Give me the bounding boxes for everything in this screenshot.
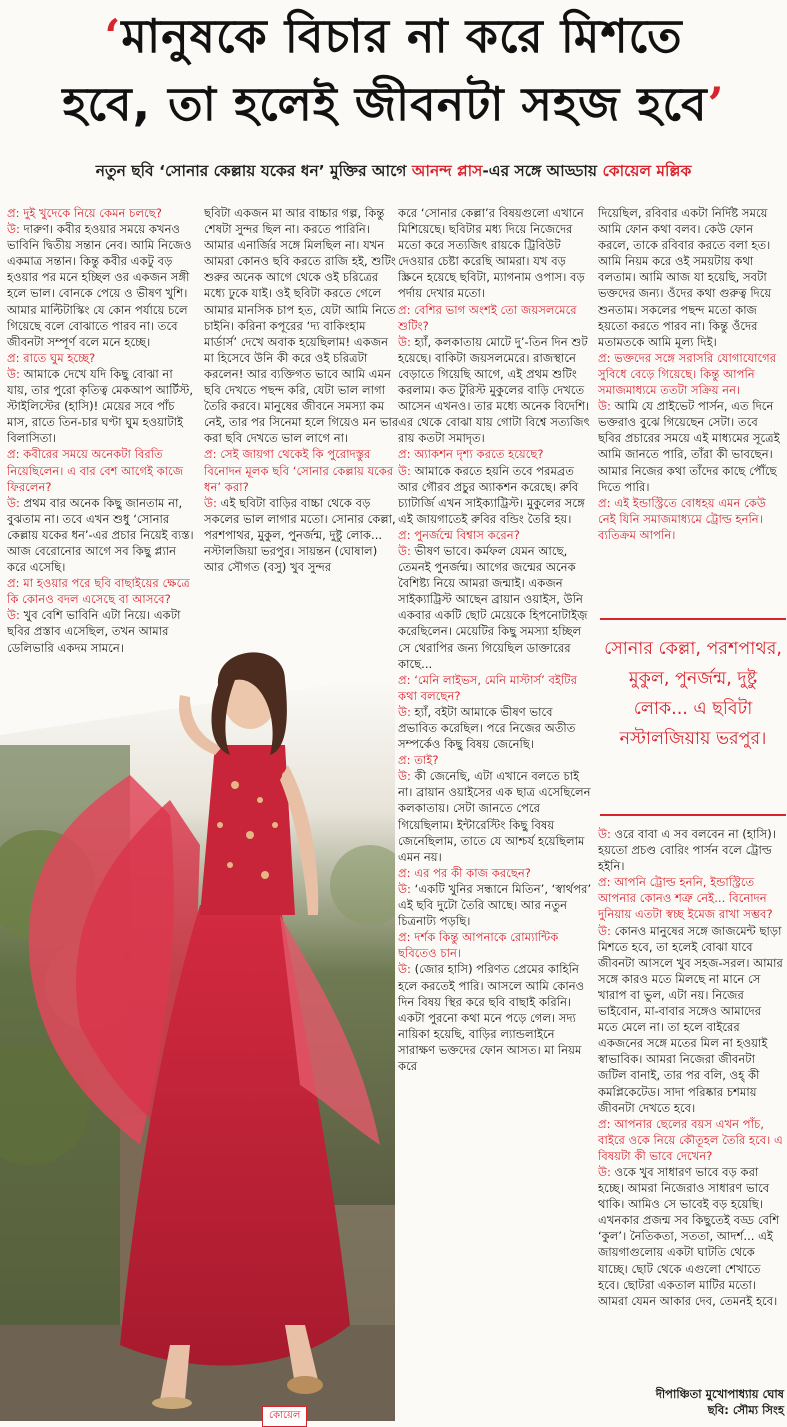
pull-quote: সোনার কেল্লা, পরশপাথর, মুকুল, পুনর্জন্ম, দুষ্টু লোক... এ ছবিটা নস্টালজিয়ায় ভরপুর। [600, 618, 786, 816]
interview-answer [7, 495, 195, 575]
qa-label: প্র: [7, 350, 24, 365]
open-quote: ‘ [104, 9, 122, 63]
qa-label: প্র: [398, 930, 415, 945]
interview-question [398, 302, 592, 334]
qa-label: প্র: [7, 576, 24, 591]
subhead: নতুন ছবি ‘সোনার কেল্লায় যকের ধন’ মুক্তির আগে আনন্দ প্লাস-এর সঙ্গে আড্ডায় কোয়েল মল্লিক [95, 162, 692, 180]
interview-answer [7, 366, 195, 446]
interview-answer [204, 495, 400, 575]
interview-answer [398, 881, 592, 929]
interview-question [598, 1116, 784, 1164]
interview-question [398, 929, 592, 961]
paragraph-text: ওকে খুব সাধারণ ভাবে বড় করা হচ্ছে। আমরা নিজেরাও সাধারণ ভাবে থাকি। আমিও সে ভাবেই বড় হয়েছি। এখনকার প্রজন্ম সব কিছুতেই বড্ড বেশি ‘কুল’। নৈতিকতা, সততা, আদর্শ... এই জায়গাগুলোয় একটা ঘাটতি থেকে যাচ্ছে। ছোট থেকে এগুলো শেখাতে হবে। ছোটরা একতাল মাটির মতো। আমরা যেমন আকার দেব, তেমনই হবে। [598, 1164, 780, 1308]
paragraph-text: ‘একটি খুনির সন্ধানে মিতিন’, ‘স্বার্থপর’ এই ছবি দুটো তৈরি আছে। আর নতুন চিত্রনাট্য পড়ছি। [398, 881, 592, 929]
paragraph-text: ভক্তদের সঙ্গে সরাসরি যোগাযোগের সুবিধে বেড়ে গিয়েছে। কিন্তু আপনি সমাজমাধ্যমে ততটা সক্রিয় নন। [598, 350, 777, 398]
qa-label: উ: [204, 495, 221, 510]
paragraph-text: ভীষণ ভাবে। কর্মফল যেমন আছে, তেমনই পুনর্জন্ম। আগের জন্মের অনেক বৈশিষ্ট্য নিয়ে আমরা জন্মাই। একজন সাইক্যাট্রিস্ট আছেন ব্রায়ান ওয়াইস, উনি একবার একটি ছোট মেয়েকে হিপনোটাইজ় করেছিলেন। মেয়েটির কিছু সমস্যা হচ্ছিল সে থেরাপির জন্য গিয়েছিল ডাক্তারের কাছে... [398, 543, 588, 671]
byline [598, 1386, 784, 1418]
paragraph-text: আমাকে করতে হয়নি তবে পরমব্রত আর গৌরব প্রচুর অ্যাকশন করেছে। রুবি চ্যাটার্জি এখন সাইক্যাট্রিস্ট। মুকুলের সঙ্গে এই জায়গাতেই রুবির বন্ডিং তৈরি হয়। [398, 463, 585, 526]
qa-label: উ: [7, 608, 24, 623]
interview-question [398, 446, 592, 462]
interview-question [7, 446, 195, 494]
qa-label: উ: [398, 962, 415, 977]
interview-question [598, 495, 784, 543]
paragraph-text: আমি যে প্রাইভেট পার্সন, এত দিনে ভক্তরাও বুঝে গিয়েছেন সেটা। তবে ছবির প্রচারের সময়ে এই মাধ্যমের সূত্রেই আমি জানতে পারি, তাঁরা কী ভাবছেন। আমার নিজের কথা তাঁদের কাছে পৌঁছে দিতে পারি। [598, 399, 780, 494]
qa-label: উ: [398, 769, 415, 784]
qa-label: প্র: [398, 527, 415, 542]
paragraph-text: ‘মেনি লাইভস, মেনি মাস্টার্স’ বইটির কথা বলছেন? [398, 672, 577, 703]
paragraph-text: তাই? [414, 753, 439, 768]
featured-photo [0, 585, 395, 1421]
interview-question [7, 205, 195, 221]
headline-line-1: ‘মানুষকে বিচার না করে মিশতে [104, 9, 683, 63]
qa-label: প্র: [598, 495, 615, 510]
interview-question [398, 672, 592, 704]
qa-label: উ: [598, 399, 615, 414]
paragraph-text: এই ছবিটা বাড়ির বাচ্চা থেকে বড় সকলের ভাল লাগার মতো। সোনার কেল্লা, পরশপাথর, মুকুল, পুনর্জন্ম, দুষ্টু লোক... নস্টালজিয়া ভরপুর। সায়ন্তন (ঘোষাল) আর সৌগত (বসু) খুব সুন্দর [204, 495, 396, 575]
paragraph-text: কোনও মানুষের সঙ্গে জাজমেন্ট ছাড়া মিশতে হবে, তা হলেই বোঝা যাবে জীবনটা আসলে খুব সহজ-সরল। আমার সঙ্গে কারও মতে মিলছে না মানে সে খারাপ বা ভুল, এটা নয়। নিজের ভাইবোন, মা-বাবার সঙ্গেও আমাদের মতে মেলে না। তা হলে বাইরের একজনের সঙ্গে মতের মিল না হওয়াই স্বাভাবিক। আমরা নিজেরা জীবনটা জটিল বানাই, তার পর বলি, ওহ্‌ কী কমপ্লিকেটেড। সাদা পরিষ্কার চশমায় জীবনটা দেখতে হবে। [598, 923, 783, 1115]
article-paragraph [598, 205, 784, 350]
paragraph-text: (জোর হাসি) পরিণত প্রেমের কাহিনি হলে করতেই পারি। আসলে আমি কোনও দিন বিষয় স্থির করে ছবি বাছাই করিনি। একটা পুরনো কথা মনে পড়ে গেল। সদ্য নায়িকা হয়েছি, বাড়ির ল্যান্ডলাইনে সারাক্ষণ ভক্তদের ফোন আসত। মা নিয়ম করে [398, 962, 585, 1073]
qa-label: উ: [398, 543, 415, 558]
interview-question [398, 752, 592, 768]
interview-answer [598, 923, 784, 1116]
interview-question [204, 446, 400, 494]
paragraph-text: কী জেনেছি, এটা এখানে বলতে চাই না। ব্রায়ান ওয়াইসের এক ছাত্র এসেছিলেন কলকাতায়। সেটা জানতে পেরে গিয়েছিলাম। ইন্টারেস্টিং কিছু বিষয় জেনেছিলাম, তাতে যে আশ্চর্য হয়েছিলাম এমন নয়। [398, 769, 591, 864]
qa-label: উ: [398, 881, 415, 896]
qa-label: উ: [7, 495, 24, 510]
paragraph-text: কবীরের সময়ে অনেকটা বিরতি নিয়েছিলেন। এ বার বেশ আগেই কাজে ফিরলেন? [7, 447, 184, 494]
headline [0, 2, 787, 138]
qa-label: প্র: [398, 302, 415, 317]
qa-label: উ: [398, 463, 415, 478]
article-column-4-lower [598, 826, 784, 1416]
interview-question [7, 350, 195, 366]
photo-credit: ছবি: সৌম্য সিংহ [707, 1403, 784, 1417]
article-column-3 [398, 205, 592, 1421]
qa-label: উ: [7, 366, 24, 381]
qa-label: প্র: [598, 875, 615, 890]
paragraph-text: পুনর্জন্মে বিশ্বাস করেন? [414, 527, 520, 542]
article-paragraph [204, 205, 400, 446]
interview-answer [398, 961, 592, 1074]
paragraph-text: বেশির ভাগ অংশই তো জয়সলমেরে শুটিং? [398, 302, 577, 333]
headline-line-2: হবে, তা হলেই জীবনটা সহজ হবে’ [62, 77, 725, 131]
qa-label: প্র: [398, 447, 415, 462]
interview-question [398, 527, 592, 543]
qa-label: উ: [7, 222, 24, 237]
interview-answer [398, 543, 592, 672]
interview-question [598, 350, 784, 398]
qa-label: উ: [398, 334, 415, 349]
writer-credit: দীপাঞ্চিতা মুখোপাধ্যায় ঘোষ [655, 1387, 784, 1401]
paragraph-text: হ্যাঁ, বইটা আমাকে ভীষণ ভাবে প্রভাবিত করেছিল। পরে নিজের অতীত সম্পর্কেও কিছু বিষয় জেনেছি। [398, 704, 576, 752]
interview-question [398, 865, 592, 881]
qa-label: উ: [398, 704, 415, 719]
qa-label: উ: [598, 923, 615, 938]
interview-answer [598, 398, 784, 495]
paragraph-text: আমাকে দেখে যদি কিছু বোঝা না যায়, তার পুরো কৃতিত্ব মেকআপ আর্টিস্ট, স্টাইলিস্টের (হাসি)! মেয়ের সবে পাঁচ মাস, রাতে তিন-চার ঘণ্টা ঘুম হওয়াটাই বিলাসিতা। [7, 366, 194, 446]
photo-name-tag: কোয়েল [262, 1406, 307, 1427]
qa-label: প্র: [598, 1116, 615, 1131]
paragraph-text: সেই জায়গা থেকেই কি পুরোদস্তুর বিনোদন মূলক ছবি ‘সোনার কেল্লায় যকের ধন’ করা? [204, 447, 394, 494]
qa-label: প্র: [398, 865, 415, 880]
interview-answer [598, 826, 784, 874]
paragraph-text: রাতে ঘুম হচ্ছে? [23, 350, 96, 365]
interview-answer [398, 463, 592, 527]
interview-question [598, 874, 784, 922]
close-quote: ’ [707, 77, 725, 131]
interview-answer [398, 768, 592, 865]
qa-label: প্র: [204, 447, 221, 462]
paragraph-text: মা হওয়ার পরে ছবি বাছাইয়ের ক্ষেত্রে কি কোনও বদল এসেছে বা আসবে? [7, 576, 190, 607]
paragraph-text: অ্যাকশন দৃশ্য করতে হয়েছে? [414, 447, 544, 462]
interview-answer [598, 1164, 784, 1309]
interview-answer [398, 334, 592, 447]
paragraph-text: প্রথম বার অনেক কিছু জানতাম না, বুঝতাম না। তবে এখন শুধু ‘সোনার কেল্লায় যকের ধন’-এর প্রচার নিয়েই ব্যস্ত। আজ বেরোনোর আগে সব কিছু প্ল্যান করে এসেছি। [7, 495, 194, 575]
paragraph-text: ছবিটা একজন মা আর বাচ্চার গল্প, কিন্তু শেষটা সুন্দর ছিল না। করতে পারিনি। আমার এনার্জির সঙ্গে মিলছিল না। যখন আমরা কোনও ছবি করতে রাজি হই, শুটিং শুরুর অনেক আগে থেকে ওই চরিত্রের মধ্যে ঢুকে যাই। ওই ছবিটা করতে গেলে আমার মানসিক চাপ হত, যেটা আমি নিতে চাইনি। করিনা কপূরের ‘দ্য বাকিংহাম মার্ডার্স’ দেখে অবাক হয়েছিলাম! একজন মা হিসেবে উনি কী করে ওই চরিত্রটা করলেন! আর ব্যক্তিগত ভাবে আমি এমন ছবি দেখতে পছন্দ করি, যেটা ভাল লাগা তৈরি করবে। মানুষের জীবনে সমস্যা কম নেই, তার পর সিনেমা হলে গিয়েও মন ভার করা ছবি দেখতে ভাল লাগে না। [204, 206, 399, 446]
interview-answer [398, 704, 592, 752]
paragraph-text: দুই খুদেকে নিয়ে কেমন চলছে? [23, 206, 162, 220]
paragraph-text: দর্শক কিন্তু আপনাকে রোম্যান্টিক ছবিতেও চান। [398, 930, 559, 961]
woman-in-red-dress-photo [0, 585, 395, 1421]
paragraph-text: আপনার ছেলের বয়স এখন পাঁচ, বাইরে ওকে নিয়ে কৌতূহল তৈরি হবে। এ বিষয়টা কী ভাবে দেখেন? [598, 1116, 783, 1163]
qa-label: উ: [598, 827, 615, 841]
interview-answer [7, 221, 195, 350]
qa-label: প্র: [7, 206, 24, 220]
paragraph-text: এই ইন্ডাস্ট্রিতে বোধহয় এমন কেউ নেই যিনি সমাজমাধ্যমে ট্রোল্ড হননি। ব্যতিক্রম আপনি। [598, 495, 766, 542]
qa-label: প্র: [398, 753, 415, 768]
paragraph-text: ওরে বাবা এ সব বলবেন না (হাসি)। হয়তো প্রচণ্ড বোরিং পার্সন বলে ট্রোল্ড হইনি। [598, 827, 776, 874]
paragraph-text: খুব বেশি ভাবিনি এটা নিয়ে। একটা ছবির প্রস্তাব এসেছিল, তখন আমার ডেলিভারি একদম সামনে। [7, 608, 181, 655]
qa-label: প্র: [398, 672, 415, 687]
paragraph-text: এর পর কী কাজ করছেন? [414, 865, 531, 880]
qa-label: প্র: [598, 350, 615, 365]
paragraph-text: আপনি ট্রোল্ড হননি, ইন্ডাস্ট্রিতে আপনার কোনও শত্রু নেই... বিনোদন দুনিয়ায় এতটা স্বচ্ছ ইমেজ রাখা সম্ভব? [598, 875, 773, 922]
paragraph-text: হ্যাঁ, কলকাতায় মোটে দু’-তিন দিন শুট হয়েছে। বাকিটা জয়সলমেরে। রাজস্থানে বেড়াতে গিয়েছি আগে, এই প্রথম শুটিং করলাম। কত টুরিস্ট মুকুলের বাড়ি দেখতে আসেন এখনও। তার মধ্যে অনেক বিদেশি। এর থেকে বোঝা যায় গোটা বিশ্বে সত্যজিৎ রায় কতটা সমাদৃত। [398, 334, 590, 446]
paragraph-text: দারুণ। কবীর হওয়ার সময়ে কখনও ভাবিনি দ্বিতীয় সন্তান নেব। আমি নিজেও একমাত্র সন্তান। কিন্তু কবীর একটু বড় হওয়ার পর মনে হচ্ছিল ওর একজন সঙ্গী হলে ভাল। বোনকে পেয়ে ও ভীষণ খুশি। আমার মাল্টিটাস্কিং যে কোন পর্যায়ে চলে গিয়েছে বলে বোঝাতে পারব না। তবে জীবনটা সম্পূর্ণ বলে মনে হচ্ছে। [7, 222, 192, 349]
paragraph-text: করে ‘সোনার কেল্লা’র বিষয়গুলো এখানে মিশিয়েছে। ছবিটার মধ্য দিয়ে নিজেদের মতো করে সত্যজিৎ রায়কে ট্রিবিউট দেওয়ার চেষ্টা করেছি আমরা। যখ বড় স্ক্রিনে হয়েছে ছবিটা, ম্যাগনাম ওপাস। বড় পর্দায় দেখার মতো। [398, 206, 585, 301]
qa-label: উ: [598, 1164, 615, 1179]
paragraph-text: দিয়েছিল, রবিবার একটা নির্দিষ্ট সময়ে আমি ফোন কথা বলব। কেউ ফোন করলে, তাকে রবিবার করতে বলা হত। আমি নিয়ম করে ওই সময়টায় কথা বলতাম। আমি আজ যা হয়েছি, সবটা ভক্তদের জন্য। ওঁদের কথা গুরুত্ব দিয়ে শুনতাম। সকলের পছন্দ মতো কাজ হয়তো করতে পারব না। কিন্তু ওঁদের মতামতকে আমি মূল্য দিই। [598, 206, 772, 349]
qa-label: প্র: [7, 447, 24, 462]
article-paragraph [398, 205, 592, 302]
